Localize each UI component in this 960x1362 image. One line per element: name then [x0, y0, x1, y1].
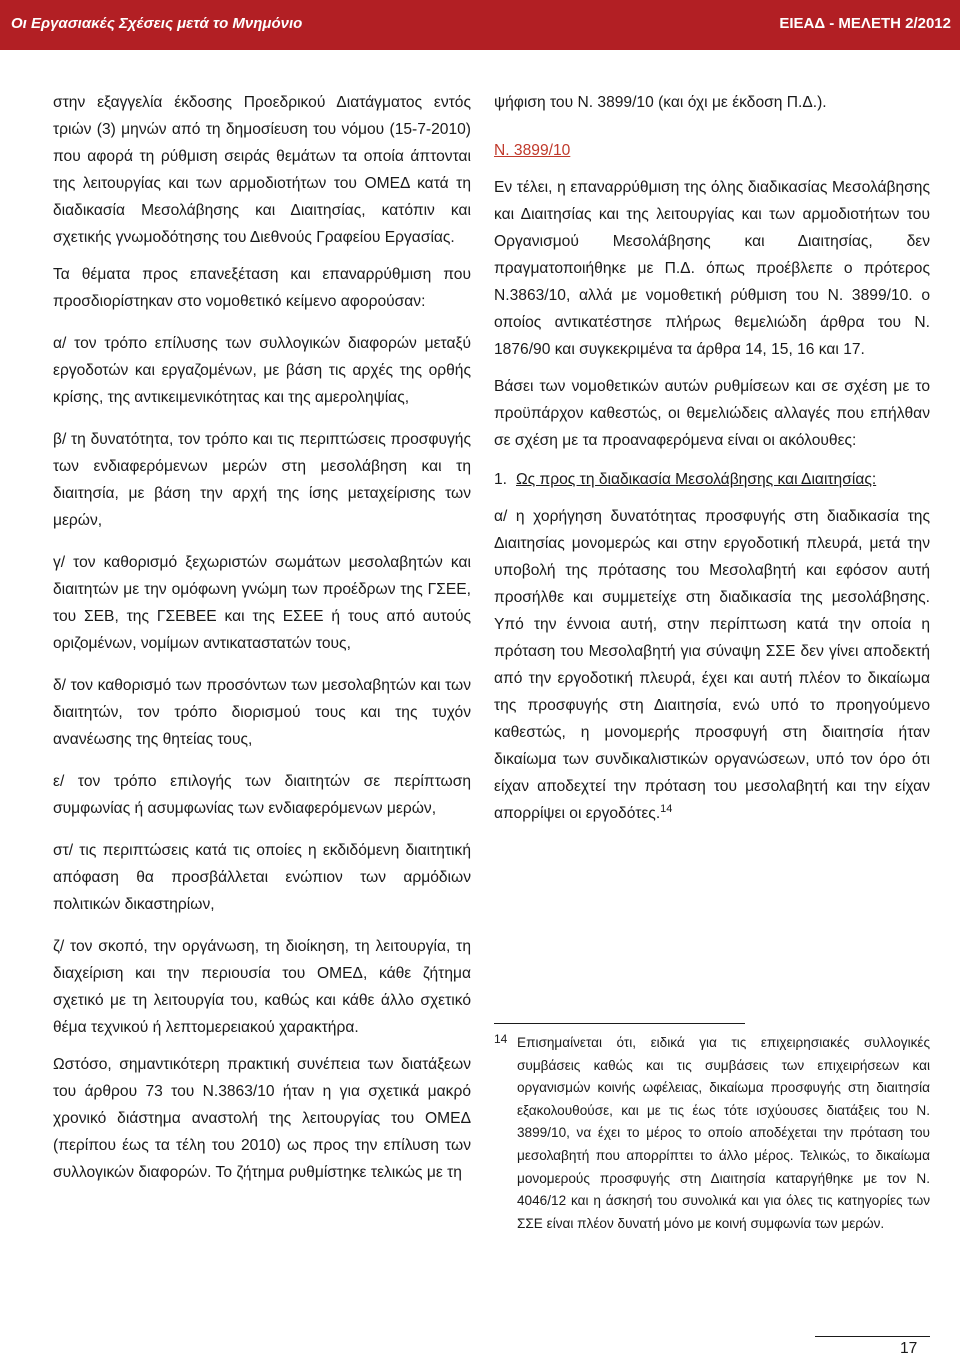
page-number-rule	[815, 1336, 930, 1337]
paragraph: Τα θέματα προς επανεξέταση και επαναρρύθμιση που προσδιορίστηκαν στο νομοθετικό κείμενο αφορούσαν:	[53, 266, 471, 310]
footnote-number: 14	[494, 1032, 508, 1046]
footnote-reference[interactable]: 14	[660, 802, 673, 815]
list-item: α/ τον τρόπο επίλυσης των συλλογικών διαφορών μεταξύ εργοδοτών και εργαζομένων, με βάση τις αρχές της ορθής κρίσης, της αντικειμενικότητας και της αμεροληψίας,	[53, 335, 471, 406]
page-number: 17	[900, 1340, 918, 1357]
paragraph: στην εξαγγελία έκδοσης Προεδρικού Διατάγματος εντός τριών (3) μηνών από τη δημοσίευση του νόμου (15-7-2010) που αφορά τη ρύθμιση σειράς θεμάτων τα οποία άπτονται της λειτουργίας και των αρμοδιοτήτων του ΟΜΕΔ κατά τη διαδικασία Μεσολάβησης και Διαιτησίας, κατόπιν και σχετικής γνωμοδότησης του Διεθνούς Γραφείου Εργασίας.	[53, 94, 471, 246]
page-header	[0, 0, 960, 50]
paragraph: Ωστόσο, σημαντικότερη πρακτική συνέπεια των διατάξεων του άρθρου 73 του Ν.3863/10 ήταν η για σχετικά μακρό χρονικό διάστημα αναστολή της λειτουργίας του ΟΜΕΔ (περίπου έως τα τέλη του 2010) ως προς την επίλυση των συλλογικών διαφορών. Το ζήτημα ρυθμίστηκε τελικώς με τη	[53, 1056, 471, 1181]
right-column	[494, 89, 930, 827]
footnote	[494, 1032, 930, 1235]
publication-label: ΕΙΕΑΔ - ΜΕΛΕΤΗ 2/2012	[779, 15, 951, 32]
left-column	[53, 89, 471, 1186]
list-item: γ/ τον καθορισμό ξεχωριστών σωμάτων μεσολαβητών και διαιτητών με την ομόφωνη γνώμη των προέδρων της ΓΣΕΕ, του ΣΕΒ, της ΓΣΕΒΕΕ και της ΕΣΕΕ ή τους από αυτούς οριζομένων, νομίμων αντικαταστατών τους,	[53, 554, 471, 652]
paragraph	[494, 503, 930, 827]
list-item: στ/ τις περιπτώσεις κατά τις οποίες η εκδιδόμενη διαιτητική απόφαση θα προσβάλλεται ενώπιον των αρμόδιων πολιτικών δικαστηρίων,	[53, 842, 471, 913]
paragraph: ψήφιση του Ν. 3899/10 (και όχι με έκδοση Π.Δ.).	[494, 94, 827, 111]
footnote-text: Επισημαίνεται ότι, ειδικά για τις επιχειρησιακές συλλογικές συμβάσεις καθώς και τις συμβάσεις των επιχειρήσεων και οργανισμών κοινής ωφέλειας, δικαίωμα προσφυγής στη διαιτησία εξακολουθούσε, και με τις έως τότε ισχύουσες διατάξεις του Ν. 3899/10, να έχει το μέρος το οποίο αποδέχεται την πρόταση του μεσολαβητή που απορρίπτει το άλλο μέρος. Τελικώς, το δικαίωμα μονομερούς προσφυγής στη Διαιτησία καταργήθηκε με τον Ν. 4046/12 και η άσκησή του συνολικά και για όλες τις κατηγορίες των ΣΣΕ είναι πλέον δυνατή μόνο με κοινή συμφωνία των μερών.	[517, 1035, 930, 1231]
running-title: Οι Εργασιακές Σχέσεις μετά το Μνημόνιο	[11, 15, 303, 32]
paragraph: Βάσει των νομοθετικών αυτών ρυθμίσεων και σε σχέση με το προϋπάρχον καθεστώς, οι θεμελιώδεις αλλαγές που επήλθαν σε σχέση με τα προαναφερόμενα είναι οι ακόλουθες:	[494, 378, 930, 449]
list-item: β/ τη δυνατότητα, τον τρόπο και τις περιπτώσεις προσφυγής των ενδιαφερόμενων μερών στη μεσολάβηση και τη διαιτησία, με βάση την αρχή της ίσης μεταχείρισης των μερών,	[53, 431, 471, 529]
footnote-divider	[494, 1023, 745, 1024]
list-number: 1.	[494, 471, 508, 488]
list-item: δ/ τον καθορισμό των προσόντων των μεσολαβητών και των διαιτητών, τον τρόπο διορισμού τους και της τυχόν ανανέωσης της θητείας τους,	[53, 677, 471, 748]
list-title: Ως προς τη διαδικασία Μεσολάβησης και Διαιτησίας:	[516, 471, 877, 488]
list-item: ε/ τον τρόπο επιλογής των διαιτητών σε περίπτωση συμφωνίας ή ασυμφωνίας των ενδιαφερόμενων μερών,	[53, 773, 471, 817]
list-item: ζ/ τον σκοπό, την οργάνωση, τη διοίκηση, τη λειτουργία, τη διαχείριση και την περιουσία του ΟΜΕΔ, κάθε ζήτημα σχετικό με τη λειτουργία του, καθώς και κάθε άλλο σχετικό θέμα τεχνικού ή λεπτομερειακού χαρακτήρα.	[53, 938, 471, 1036]
paragraph: Εν τέλει, η επαναρρύθμιση της όλης διαδικασίας Μεσολάβησης και Διαιτησίας και της λειτουργίας και των αρμοδιοτήτων του Οργανισμού Μεσολάβησης και Διαιτησίας, δεν πραγματοποιήθηκε με Π.Δ. όπως προέβλεπε ο πρότερος Ν.3863/10, αλλά με νομοθετική ρύθμιση του Ν. 3899/10. ο οποίος αντικατέστησε πλήρως θεμελιώδη άρθρα του Ν. 1876/90 και συγκεκριμένα τα άρθρα 14, 15, 16 και 17.	[494, 179, 930, 358]
numbered-heading	[494, 466, 930, 493]
paragraph-text: α/ η χορήγηση δυνατότητας προσφυγής στη διαδικασία της Διαιτησίας μονομερώς και στην εργοδοτική πλευρά, μετά την υποβολή της πρότασης του Μεσολαβητή και εφόσον αυτή προσήλθε και συμμετείχε στη διαδικασία της μεσολάβησης. Υπό την έννοια αυτή, στην περίπτωση κατά την οποία η πρόταση του Μεσολαβητή για σύναψη ΣΣΕ δεν γίνει αποδεκτή από την εργοδοτική πλευρά, έχει και αυτή πλέον το δικαίωμα της προσφυγής στη Διαιτησία, ενώ υπό το προηγούμενο καθεστώς, η μονομερής προσφυγή στη διαιτησία ήταν δικαίωμα των συνδικαλιστικών οργανώσεων, υπό τον όρο ότι είχαν αποδεχτεί την πρόταση του μεσολαβητή και την είχαν απορρίψει οι εργοδότες.	[494, 508, 930, 822]
section-heading: Ν. 3899/10	[494, 142, 571, 159]
